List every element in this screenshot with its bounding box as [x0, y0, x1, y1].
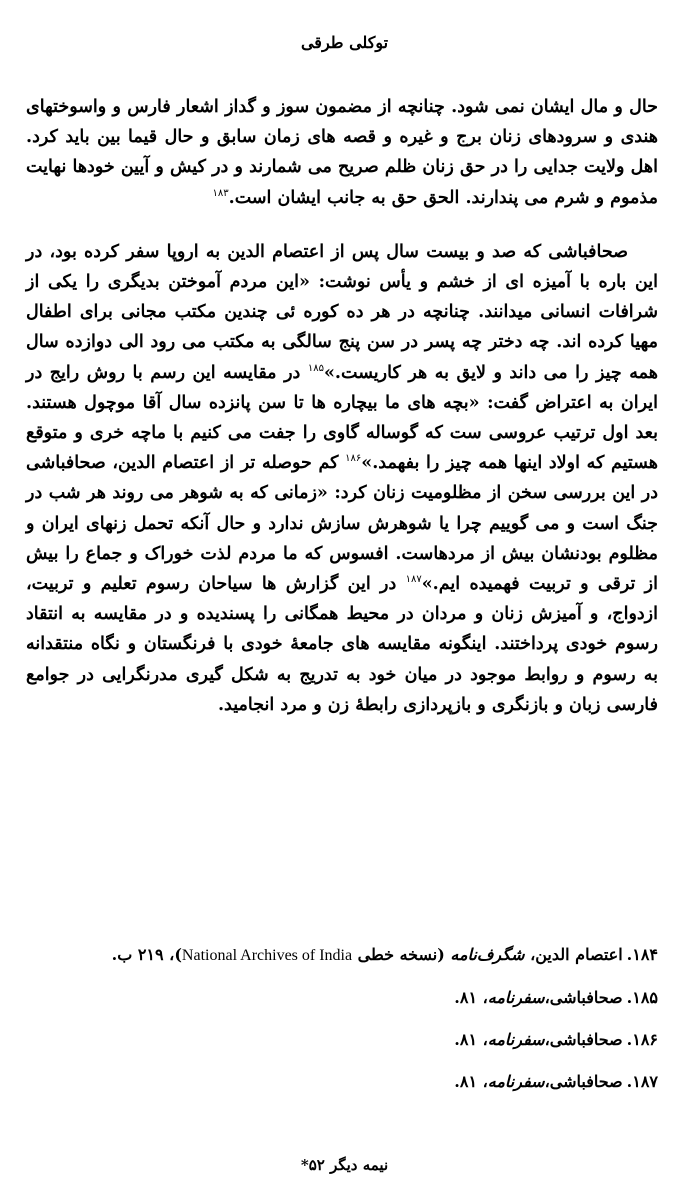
footnote-text: صحافباشی، [544, 1072, 623, 1091]
footnote-text: ، ۸۱. [454, 1072, 488, 1091]
footnote-ref: ۱۸۶ [345, 453, 362, 465]
footnote-text: اعتصام الدین، [524, 945, 623, 964]
footnotes [26, 944, 658, 1113]
footnote-title: شگرف‌نامه [450, 945, 525, 964]
footnote-text: صحافباشی، [544, 988, 623, 1007]
main-text [26, 92, 658, 720]
footnote-ref: ۱۸۵ [307, 362, 324, 374]
paragraph-text: کم حوصله تر از اعتصام الدین، صحافباشی در این بررسی سخن از مظلومیت زنان کرد: «زمانی که به شوهر می روند هر شب در جنگ است و می گوییم چرا یا شوهرش سازش ندارد و حال آنکه تحمل زنهای ایران و مظلوم بودنشان بیش از مردهاست. افسوس که ما مردم لذت خوراک و جماع را بیش از ترقی و تربیت فهمیده ایم.» [26, 453, 658, 595]
footnote-title: سفرنامه [487, 1072, 545, 1091]
paragraph-1 [26, 92, 658, 213]
paragraph-text: در مقایسه این رسم با روش رایج در ایران به اعتراض گفت: «بچه های ما بیچاره ها تا سن پانزده سال آقا موچول هستند. بعد اول ترتیب عروسی ست که گوساله گاوی را جفت می کنیم با ماچه خری و متوقع هستیم که اولاد اینها همه چیز را بفهمد.» [26, 362, 658, 474]
page-footer: نیمه دیگر ۵۲* [300, 1156, 389, 1174]
footnote-187 [26, 1071, 658, 1093]
paragraph-2 [26, 237, 658, 720]
footnote-title: سفرنامه [487, 1030, 545, 1049]
footnote-text: صحافباشی، [544, 1030, 623, 1049]
footnote-text: ، ۸۱. [454, 988, 488, 1007]
paragraph-text: صحافباشی که صد و بیست سال پس از اعتصام الدین به اروپا سفر کرده بود، در این باره با آمیزه ای از خشم و یأس نوشت: «این مردم آموختن بدیگری را یکی از شرافات انسانی میدانند. چنانچه در هر ده کوره ئی چندین مکتب مجانی برای اطفال مهیا کرده اند. چه دختر چه پسر در سن پنج سالگی به مکتب می رود الی دوازده سال همه چیز را می داند و لایق به هر کاریست.» [26, 241, 658, 383]
footnote-ref: ۱۸۷ [405, 574, 422, 586]
paragraph-text: حال و مال ایشان نمی شود. چنانچه از مضمون سوز و گداز اشعار فارس و واسوختهای هندی و سرودهای زنان برج و غیره و قصه های زمان سابق و حال قیما بین باید کرد. اهل ولایت جدایی را در حق زنان ظلم صریح می شمارند و در کیش و آیین خودها نهایت مذموم و شرم می پندارند. الحق حق به جانب ایشان است. [26, 97, 658, 208]
footnote-latin: National Archives of India [181, 947, 353, 964]
footnote-number: ۱۸۵. [626, 988, 658, 1007]
footnote-title: سفرنامه [487, 988, 545, 1007]
footnote-ref: ۱۸۳ [212, 187, 229, 199]
footnote-number: ۱۸۶. [626, 1030, 658, 1049]
running-title: توکلی طرقی [300, 33, 389, 52]
footnote-text: )، ۲۱۹ ب. [111, 945, 182, 964]
footnote-186 [26, 1029, 658, 1051]
paragraph-text: در این گزارش ها سیاحان رسوم تعلیم و تربیت، ازدواج، و آمیزش زنان و مردان در محیط همگانی را پسندیده و در مقایسه به انتقاد رسوم خودی پرداختند. اینگونه مقایسه های جامعهٔ خودی با فرنگستان و نگاه منتقدانه به رسوم و روابط موجود در میان خود به تدریج به شکل گیری مدرنگرایی در جوامع فارسی زبان و بازنگری و بازپردازی رابطهٔ زن و مرد انجامید. [26, 574, 658, 715]
footnote-184 [26, 944, 658, 967]
footnote-185 [26, 987, 658, 1009]
footnote-number: ۱۸۴. [626, 945, 658, 964]
footnote-number: ۱۸۷. [626, 1072, 658, 1091]
footnote-text: (نسخه خطی [352, 945, 451, 964]
footnote-text: ، ۸۱. [454, 1030, 488, 1049]
